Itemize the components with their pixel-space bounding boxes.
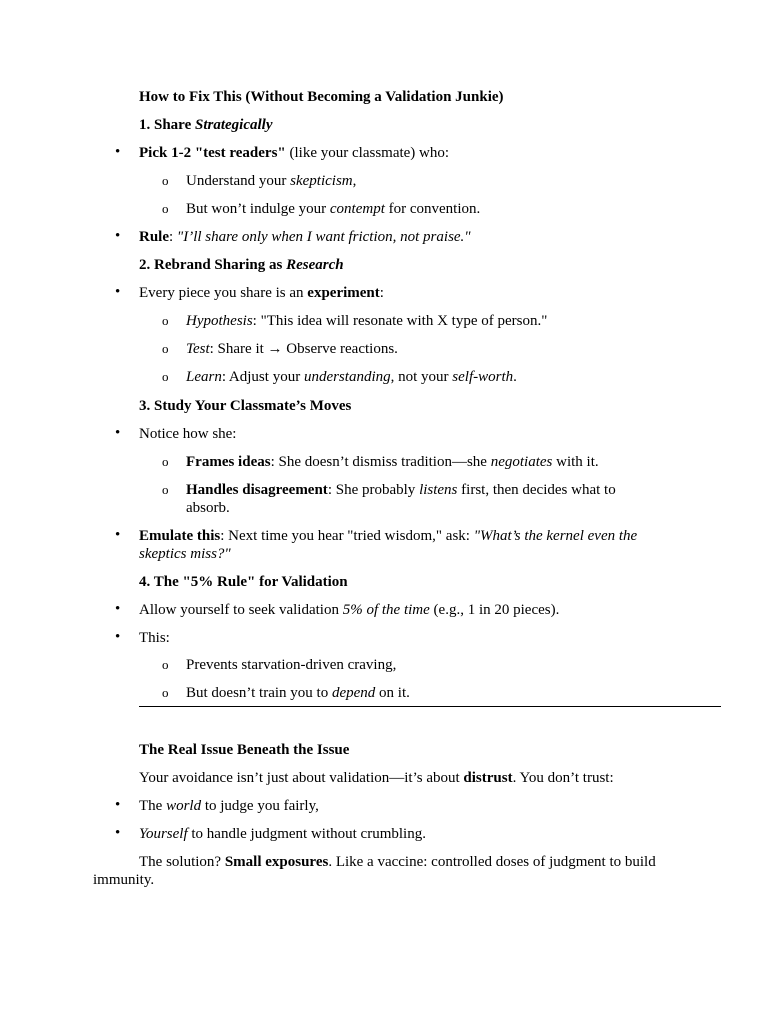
list-item: Allow yourself to seek validation 5% of the time (e.g., 1 in 20 pieces). bbox=[139, 602, 560, 618]
page-title: How to Fix This (Without Becoming a Validation Junkie) bbox=[139, 89, 504, 105]
bullet-icon: • bbox=[115, 629, 121, 645]
section-3-heading: 3. Study Your Classmate’s Moves bbox=[139, 398, 352, 414]
list-item: Emulate this: Next time you hear "tried wisdom," ask: "What’s the kernel even the bbox=[139, 528, 638, 544]
section-5-heading: The Real Issue Beneath the Issue bbox=[139, 742, 350, 758]
list-item: Handles disagreement: She probably listens first, then decides what to bbox=[186, 482, 616, 498]
list-item: Rule: "I’ll share only when I want friction, not praise." bbox=[139, 229, 471, 245]
sub-bullet-icon: o bbox=[162, 369, 169, 384]
list-item: The world to judge you fairly, bbox=[139, 798, 319, 814]
section-2-heading: 2. Rebrand Sharing as Research bbox=[139, 257, 344, 273]
bullet-icon: • bbox=[115, 425, 121, 441]
bullet-icon: • bbox=[115, 284, 121, 300]
paragraph: Your avoidance isn’t just about validation—it’s about distrust. You don’t trust: bbox=[139, 770, 614, 786]
sub-bullet-icon: o bbox=[162, 657, 169, 672]
bullet-icon: • bbox=[115, 825, 121, 841]
paragraph: The solution? Small exposures. Like a vaccine: controlled doses of judgment to build bbox=[139, 854, 656, 870]
horizontal-divider bbox=[139, 706, 721, 707]
bullet-icon: • bbox=[115, 797, 121, 813]
bullet-icon: • bbox=[115, 527, 121, 543]
sub-bullet-icon: o bbox=[162, 313, 169, 328]
bullet-icon: • bbox=[115, 601, 121, 617]
list-item: Frames ideas: She doesn’t dismiss tradition—she negotiates with it. bbox=[186, 454, 599, 470]
list-item: Every piece you share is an experiment: bbox=[139, 285, 384, 301]
section-1-heading: 1. Share Strategically bbox=[139, 117, 273, 133]
list-item: But won’t indulge your contempt for convention. bbox=[186, 201, 481, 217]
list-item-continuation: absorb. bbox=[186, 500, 230, 516]
section-4-heading: 4. The "5% Rule" for Validation bbox=[139, 574, 348, 590]
list-item: But doesn’t train you to depend on it. bbox=[186, 685, 410, 701]
paragraph-continuation: immunity. bbox=[93, 872, 155, 888]
sub-bullet-icon: o bbox=[162, 173, 169, 188]
sub-bullet-icon: o bbox=[162, 454, 169, 469]
list-item: Notice how she: bbox=[139, 426, 237, 442]
list-item: This: bbox=[139, 630, 170, 646]
list-item: Prevents starvation-driven craving, bbox=[186, 657, 397, 673]
list-item: Understand your skepticism, bbox=[186, 173, 357, 189]
bullet-icon: • bbox=[115, 228, 121, 244]
sub-bullet-icon: o bbox=[162, 685, 169, 700]
sub-bullet-icon: o bbox=[162, 341, 169, 356]
bullet-icon: • bbox=[115, 144, 121, 160]
list-item-continuation: skeptics miss?" bbox=[139, 546, 231, 562]
list-item: Pick 1-2 "test readers" (like your classmate) who: bbox=[139, 145, 450, 161]
list-item: Learn: Adjust your understanding, not your self-worth. bbox=[186, 369, 517, 385]
list-item: Hypothesis: "This idea will resonate with X type of person." bbox=[186, 313, 548, 329]
sub-bullet-icon: o bbox=[162, 201, 169, 216]
list-item: Test: Share it → Observe reactions. bbox=[186, 341, 398, 357]
sub-bullet-icon: o bbox=[162, 482, 169, 497]
list-item: Yourself to handle judgment without crumbling. bbox=[139, 826, 426, 842]
